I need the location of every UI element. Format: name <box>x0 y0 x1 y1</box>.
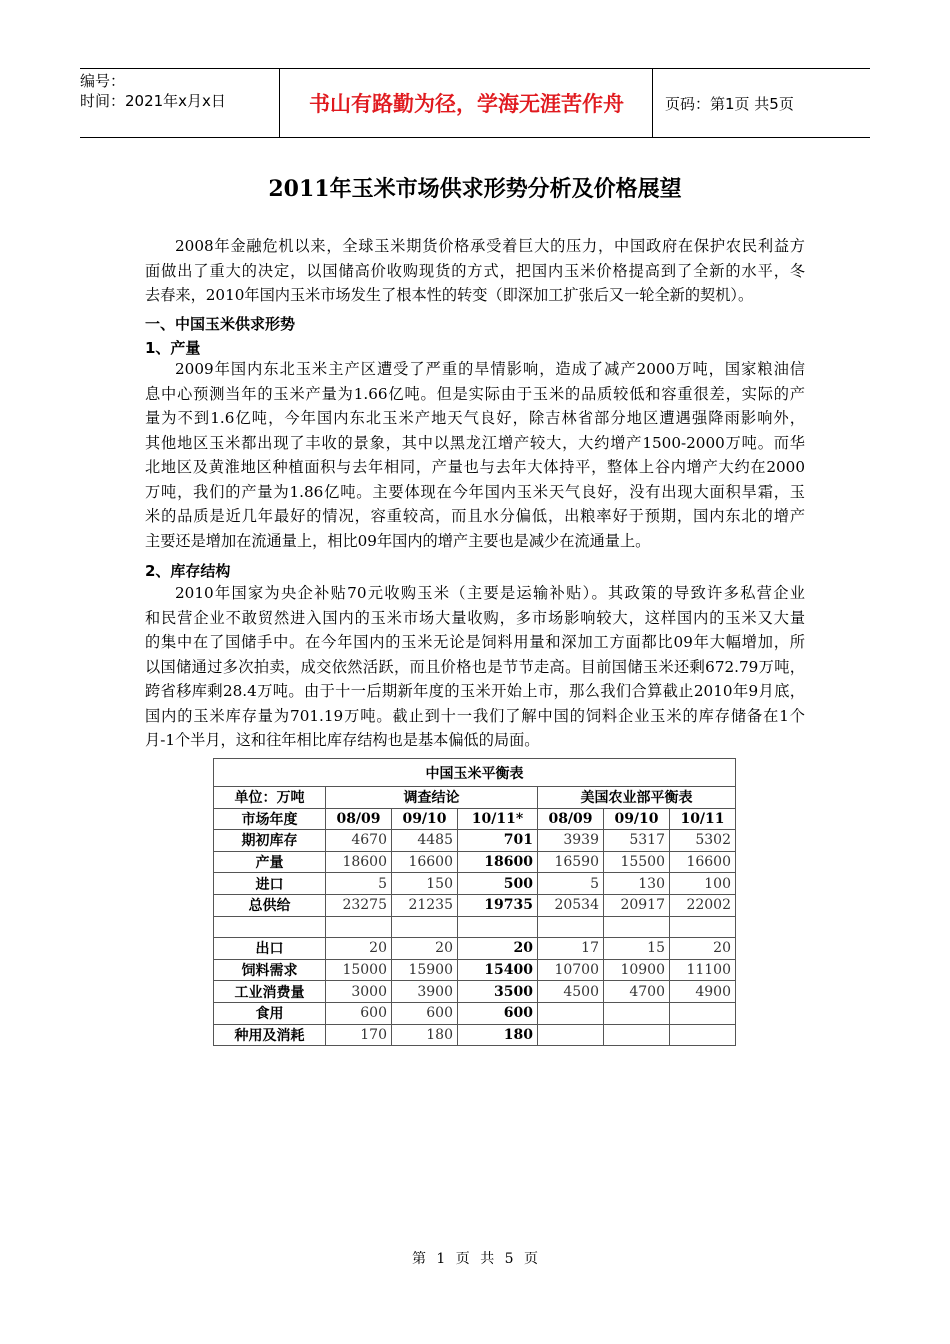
row-label: 总供给 <box>214 894 326 916</box>
table-cell: 23275 <box>326 894 392 916</box>
table-cell: 4900 <box>670 981 736 1003</box>
table-cell: 5 <box>538 873 604 895</box>
table-cell: 4700 <box>604 981 670 1003</box>
table-cell: 20 <box>392 938 458 960</box>
text-line: 面做出了重大的决定，以国储高价收购现货的方式，把国内玉米价格提高到了全新的水平，冬 <box>145 261 805 280</box>
year-header: 09/10 <box>392 808 458 830</box>
table-row <box>214 851 736 873</box>
table-cell: 15500 <box>604 851 670 873</box>
table-row <box>214 959 736 981</box>
text-line: 去春来，2010年国内玉米市场发生了根本性的转变（即深加工扩张后又一轮全新的契机）。 <box>145 286 754 304</box>
table-cell: 18600 <box>458 851 538 873</box>
table-cell: 20 <box>326 938 392 960</box>
table-cell: 600 <box>392 1002 458 1024</box>
table-cell: 15900 <box>392 959 458 981</box>
table-cell: 500 <box>458 873 538 895</box>
table-cell: 10700 <box>538 959 604 981</box>
text-line: 2009年国内东北玉米主产区遭受了严重的旱情影响，造成了减产2000万吨，国家粮油信 <box>175 360 805 378</box>
table-cell <box>538 1002 604 1024</box>
table-cell <box>326 916 392 938</box>
row-label: 期初库存 <box>214 830 326 852</box>
table-cell: 5317 <box>604 830 670 852</box>
year-header: 09/10 <box>604 808 670 830</box>
table-cell: 20534 <box>538 894 604 916</box>
table-cell: 10900 <box>604 959 670 981</box>
table-cell <box>604 916 670 938</box>
subsection-heading: 2、库存结构 <box>145 562 231 580</box>
header-motto: 书山有路勤为径，学海无涯苦作舟 <box>281 69 653 137</box>
table-cell: 180 <box>458 1024 538 1046</box>
table-cell <box>670 916 736 938</box>
usda-group-header: 美国农业部平衡表 <box>538 787 736 809</box>
row-label: 种用及消耗 <box>214 1024 326 1046</box>
section-heading: 一、中国玉米供求形势 <box>145 315 296 333</box>
text-line: 主要还是增加在流通量上，相比09年国内的增产主要也是减少在流通量上。 <box>145 531 651 550</box>
row-label <box>214 916 326 938</box>
text-line: 息中心预测当年的玉米产量为1.66亿吨。但是实际由于玉米的品质较低和容重很差，实际的产 <box>145 384 805 403</box>
corn-balance-table <box>213 758 736 1046</box>
table-cell: 16600 <box>392 851 458 873</box>
header-page-label: 页码：第1页 共5页 <box>665 94 794 113</box>
time-label: 时间：2021年x月x日 <box>80 92 226 110</box>
intro-paragraph <box>145 234 805 308</box>
text-line: 国内的玉米库存量为701.19万吨。截止到十一我们了解中国的饲料企业玉米的库存储备在1个 <box>145 706 805 725</box>
number-label: 编号： <box>80 72 126 90</box>
text-line: 万吨，我们的产量为1.86亿吨。主要体现在今年国内玉米天气良好，没有出现大面积旱霜，玉 <box>145 482 805 501</box>
text-line: 北地区及黄淮地区种植面积与去年相同，产量也与去年大体持平，整体上谷内增产大约在2000 <box>145 458 805 476</box>
table-cell <box>604 1002 670 1024</box>
table-cell: 180 <box>392 1024 458 1046</box>
survey-group-header: 调查结论 <box>326 787 538 809</box>
text-line: 以国储通过多次拍卖，成交依然活跃，而且价格也是节节走高。目前国储玉米还剩672.79万吨， <box>145 657 805 676</box>
year-header: 10/11 <box>670 808 736 830</box>
row-label: 食用 <box>214 1002 326 1024</box>
text-line: 其他地区玉米都出现了丰收的景象，其中以黑龙江增产较大，大约增产1500-2000万吨。而华 <box>145 433 805 452</box>
table-cell: 15000 <box>326 959 392 981</box>
table-cell: 5 <box>326 873 392 895</box>
table-cell: 150 <box>392 873 458 895</box>
table-cell: 16590 <box>538 851 604 873</box>
year-header: 10/11* <box>458 808 538 830</box>
table-cell <box>538 1024 604 1046</box>
year-header: 08/09 <box>538 808 604 830</box>
table-cell: 15400 <box>458 959 538 981</box>
row-label: 出口 <box>214 938 326 960</box>
text-line: 量为不到1.6亿吨，今年国内东北玉米产地天气良好，除吉林省部分地区遭遇强降雨影响外， <box>145 409 805 427</box>
table-cell: 20917 <box>604 894 670 916</box>
table-row <box>214 1002 736 1024</box>
table-row <box>214 1024 736 1046</box>
year-header: 08/09 <box>326 808 392 830</box>
table-cell: 15 <box>604 938 670 960</box>
table-cell: 170 <box>326 1024 392 1046</box>
table-row <box>214 873 736 895</box>
table-cell: 3900 <box>392 981 458 1003</box>
row-label: 饲料需求 <box>214 959 326 981</box>
table-cell <box>670 1024 736 1046</box>
table-cell: 21235 <box>392 894 458 916</box>
table-cell: 4485 <box>392 830 458 852</box>
table-cell: 600 <box>326 1002 392 1024</box>
table-cell: 18600 <box>326 851 392 873</box>
unit-label: 单位：万吨 <box>214 787 326 809</box>
text-line: 的集中在了国储手中。在今年国内的玉米无论是饲料用量和深加工方面都比09年大幅增加，所 <box>145 633 805 651</box>
table-cell: 3000 <box>326 981 392 1003</box>
row-label: 工业消费量 <box>214 981 326 1003</box>
year-label: 市场年度 <box>214 808 326 830</box>
text-line: 跨省移库剩28.4万吨。由于十一后期新年度的玉米开始上市，那么我们合算截止2010年9月底， <box>145 682 805 700</box>
table-cell: 20 <box>670 938 736 960</box>
table-row <box>214 916 736 938</box>
text-line: 月-1个半月，这和往年相比库存结构也是基本偏低的局面。 <box>145 731 540 749</box>
table-cell: 701 <box>458 830 538 852</box>
table-row <box>214 894 736 916</box>
row-label: 进口 <box>214 873 326 895</box>
subsection-heading: 1、产量 <box>145 339 201 357</box>
header-meta <box>80 69 280 137</box>
document-title: 2011年玉米市场供求形势分析及价格展望 <box>268 176 682 202</box>
table-row <box>214 830 736 852</box>
table-cell: 3939 <box>538 830 604 852</box>
table-row <box>214 938 736 960</box>
document-header <box>80 68 870 138</box>
table-cell <box>458 916 538 938</box>
table-cell: 11100 <box>670 959 736 981</box>
table-cell: 20 <box>458 938 538 960</box>
table-cell: 600 <box>458 1002 538 1024</box>
text-line: 和民营企业不敢贸然进入国内的玉米市场大量收购，多市场影响较大，这样国内的玉米又大量 <box>145 608 805 627</box>
table-cell: 130 <box>604 873 670 895</box>
table-cell: 17 <box>538 938 604 960</box>
text-line: 米的品质是近几年最好的情况，容重较高，而且水分偏低，出粮率好于预期，国内东北的增产 <box>145 507 805 525</box>
table-cell: 5302 <box>670 830 736 852</box>
table-title: 中国玉米平衡表 <box>214 759 736 787</box>
table-cell: 3500 <box>458 981 538 1003</box>
table-cell: 22002 <box>670 894 736 916</box>
table-cell: 4670 <box>326 830 392 852</box>
table-cell: 19735 <box>458 894 538 916</box>
page-footer: 第 1 页 共 5 页 <box>411 1251 539 1267</box>
row-label: 产量 <box>214 851 326 873</box>
table-cell: 100 <box>670 873 736 895</box>
table-cell <box>538 916 604 938</box>
inventory-paragraph <box>145 581 805 753</box>
table-cell: 16600 <box>670 851 736 873</box>
table-cell <box>604 1024 670 1046</box>
text-line: 2010年国家为央企补贴70元收购玉米（主要是运输补贴）。其政策的导致许多私营企业 <box>175 584 805 602</box>
text-line: 2008年金融危机以来，全球玉米期货价格承受着巨大的压力，中国政府在保护农民利益方 <box>175 237 805 255</box>
table-body <box>214 830 736 1046</box>
table-row <box>214 981 736 1003</box>
table-cell <box>392 916 458 938</box>
table-cell: 4500 <box>538 981 604 1003</box>
table-cell <box>670 1002 736 1024</box>
production-paragraph <box>145 357 805 553</box>
